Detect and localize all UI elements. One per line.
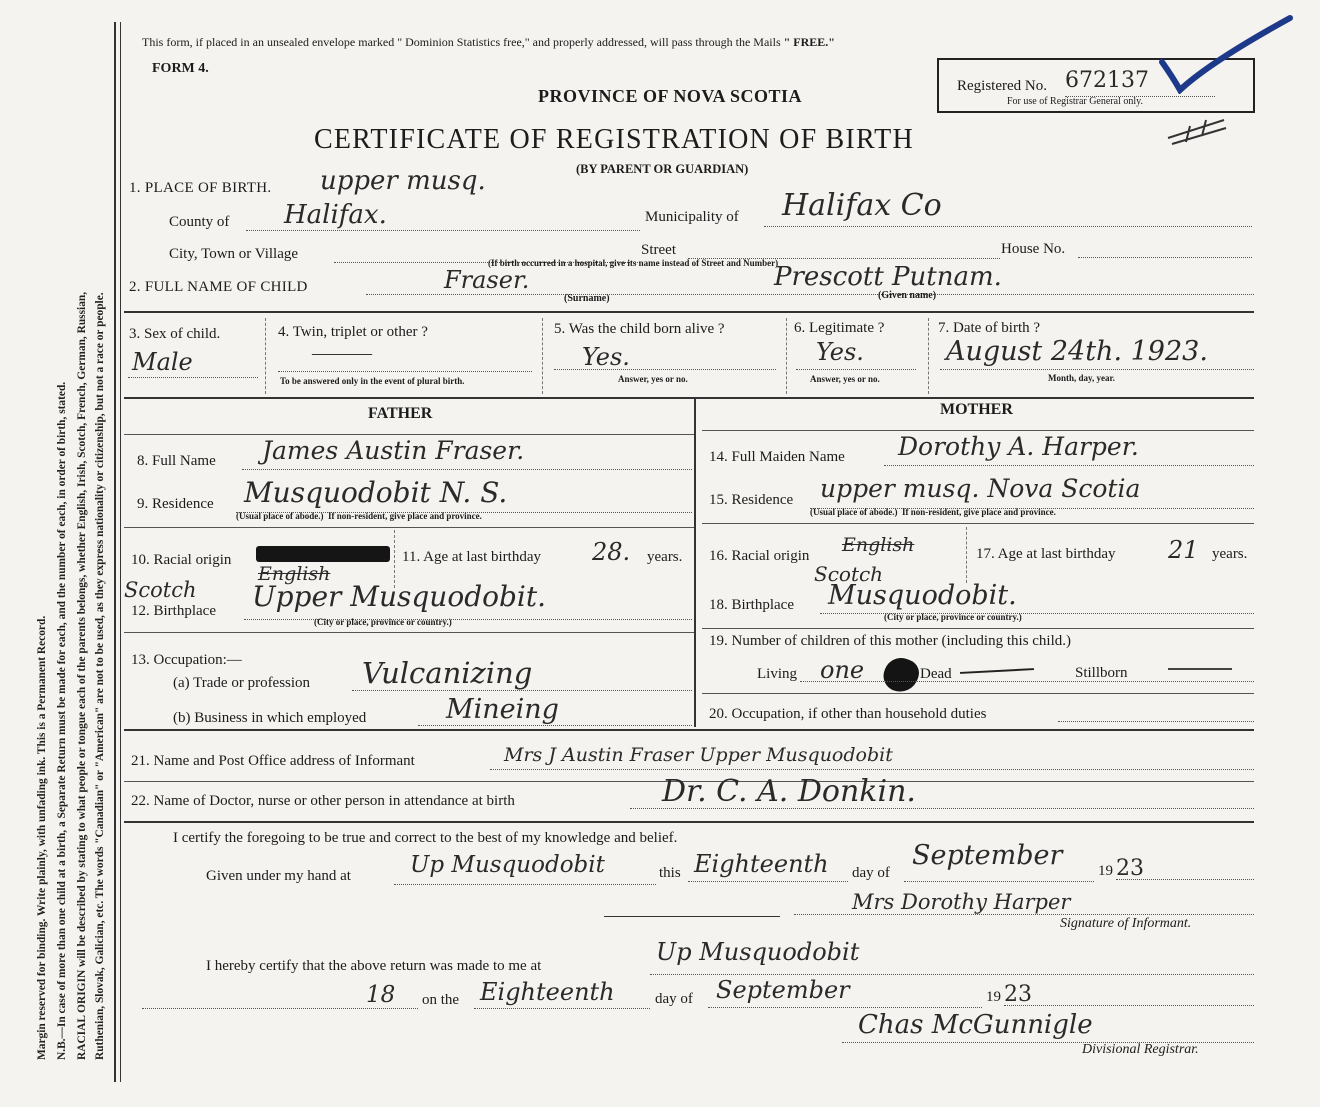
- father-birthplace-note: (City or place, province or country.): [314, 617, 452, 627]
- registrar-month-value: September: [716, 976, 850, 1004]
- place-of-birth-value: upper musq.: [320, 166, 486, 196]
- mother-residence-label: 15. Residence: [709, 492, 794, 508]
- informant-address-label: 21. Name and Post Office address of Informant: [131, 753, 415, 769]
- father-age-years: years.: [647, 549, 683, 565]
- father-age-label: 11. Age at last birthday: [402, 549, 541, 565]
- occupation-label: 13. Occupation:—: [131, 652, 242, 668]
- province-heading: PROVINCE OF NOVA SCOTIA: [538, 86, 803, 106]
- mother-occupation-label: 20. Occupation, if other than household duties: [709, 706, 987, 722]
- surname-caption: (Surname): [564, 293, 610, 304]
- street-label: Street: [641, 242, 676, 258]
- mother-age-value: 21: [1168, 536, 1199, 564]
- given-place-value: Up Musquodobit: [410, 852, 605, 878]
- registrar-place-value: Up Musquodobit: [656, 938, 860, 966]
- house-number-label: House No.: [1001, 241, 1066, 257]
- mother-racial-origin-label: 16. Racial origin: [709, 548, 810, 564]
- registrar-year-value: 23: [1004, 982, 1032, 1007]
- registrar-note: For use of Registrar General only.: [1007, 96, 1143, 107]
- date-of-birth-label: 7. Date of birth ?: [938, 320, 1041, 336]
- father-residence-value: Musquodobit N. S.: [244, 476, 508, 509]
- margin-instruction-4: Ruthenian, Slovak, Galician, etc. The words "Canadian" or "American" are not to be used, as they express nationality or citizenship, but not a race or people.: [94, 292, 106, 1060]
- mother-birthplace-value: Musquodobit.: [828, 580, 1017, 611]
- father-residence-note: (Usual place of abode.) If non-resident, give place and province.: [236, 511, 482, 521]
- given-day-value: Eighteenth: [694, 850, 829, 878]
- registered-number: 672137: [1065, 68, 1149, 93]
- father-heading: FATHER: [368, 405, 433, 422]
- father-birthplace-value: Upper Musquodobit.: [252, 580, 546, 613]
- municipality-label: Municipality of: [645, 209, 739, 225]
- informant-address-value: Mrs J Austin Fraser Upper Musquodobit: [504, 744, 893, 766]
- registrar-day-value: Eighteenth: [480, 978, 615, 1006]
- hospital-note: (If birth occurred in a hospital, give its name instead of Street and Number): [488, 258, 779, 268]
- trade-profession-label: (a) Trade or profession: [173, 675, 311, 691]
- father-racial-origin-label: 10. Racial origin: [131, 552, 232, 568]
- given-name-caption: (Given name): [878, 290, 937, 301]
- registrar-certify-label: I hereby certify that the above return was made to me at: [206, 958, 542, 974]
- twin-triplet-label: 4. Twin, triplet or other ?: [278, 324, 428, 340]
- father-age-value: 28.: [592, 538, 631, 566]
- father-birthplace-label: 12. Birthplace: [131, 603, 216, 619]
- doctor-label: 22. Name of Doctor, nurse or other person in attendance at birth: [131, 793, 515, 809]
- given-month-value: September: [912, 840, 1063, 871]
- given-under-hand-label: Given under my hand at: [206, 868, 351, 884]
- full-name-of-child-label: 2. FULL NAME OF CHILD: [129, 279, 308, 295]
- form-number: FORM 4.: [152, 61, 209, 76]
- father-racial-origin-value: Scotch: [124, 578, 197, 602]
- mother-birthplace-note: (City or place, province or country.): [884, 612, 1022, 622]
- doctor-value: Dr. C. A. Donkin.: [662, 774, 916, 809]
- child-given-name-value: Prescott Putnam.: [774, 262, 1002, 292]
- informant-signature: Mrs Dorothy Harper: [852, 890, 1071, 914]
- certificate-title: CERTIFICATE OF REGISTRATION OF BIRTH: [314, 124, 914, 155]
- born-alive-label: 5. Was the child born alive ?: [554, 321, 725, 337]
- mother-age-years: years.: [1212, 546, 1248, 562]
- registered-number-label: Registered No.: [957, 78, 1047, 94]
- sex-of-child-value: Male: [132, 348, 193, 376]
- column-divider: [694, 399, 696, 727]
- child-surname-value: Fraser.: [444, 266, 530, 294]
- sex-of-child-label: 3. Sex of child.: [129, 326, 221, 342]
- mother-residence-value: upper musq. Nova Scotia: [820, 474, 1141, 503]
- margin-rule-2: [120, 22, 121, 1082]
- mother-residence-note: (Usual place of abode.) If non-resident, give place and province.: [810, 507, 1056, 517]
- given-year-prefix: 19: [1098, 863, 1113, 879]
- father-full-name-value: James Austin Fraser.: [262, 436, 525, 465]
- business-employed-value: Mineing: [446, 694, 559, 725]
- date-of-birth-value: August 24th. 1923.: [946, 336, 1208, 367]
- municipality-value: Halifax Co: [782, 188, 942, 223]
- mother-maiden-name-value: Dorothy A. Harper.: [898, 432, 1139, 461]
- stillborn-label: Stillborn: [1075, 665, 1128, 681]
- this-label: this: [659, 865, 681, 881]
- born-alive-value: Yes.: [582, 343, 630, 371]
- margin-instruction-1: Margin reserved for binding. Write plainly, with unfading ink. This is a Permanent Record.: [36, 615, 48, 1060]
- mother-heading: MOTHER: [940, 401, 1013, 418]
- registrar-day-of-label: day of: [655, 991, 693, 1007]
- mother-maiden-name-label: 14. Full Maiden Name: [709, 449, 845, 465]
- mail-notice: This form, if placed in an unsealed envelope marked " Dominion Statistics free," and properly addressed, will pass through the Mails " FREE.": [142, 35, 835, 49]
- county-label: County of: [169, 214, 230, 230]
- ink-blot: [879, 653, 923, 697]
- father-full-name-label: 8. Full Name: [137, 453, 216, 469]
- plural-birth-note: To be answered only in the event of plural birth.: [280, 376, 465, 386]
- born-alive-note: Answer, yes or no.: [618, 374, 688, 384]
- living-value: one: [820, 656, 865, 684]
- mother-racial-origin-struck: English: [842, 534, 915, 556]
- living-label: Living: [757, 666, 797, 682]
- given-year-value: 23: [1116, 856, 1144, 881]
- certificate-subtitle: (BY PARENT OR GUARDIAN): [576, 162, 749, 176]
- margin-instruction-2: N.B.—In case of more than one child at a birth, a Separate Return must be made for each, and the number of each, in order of birth, stated.: [56, 381, 68, 1060]
- stamp-mark-icon: [1164, 112, 1230, 152]
- city-label: City, Town or Village: [169, 246, 299, 262]
- dead-label: Dead: [920, 666, 952, 682]
- margin-instruction-3: RACIAL ORIGIN will be described by stating to what people or tongue each of the parents belongs, whether English, Irish, Scotch, French, German, Russian,: [76, 291, 88, 1060]
- legitimate-value: Yes.: [816, 338, 864, 366]
- legitimate-note: Answer, yes or no.: [810, 374, 880, 384]
- registrar-signature-caption: Divisional Registrar.: [1082, 1042, 1199, 1057]
- business-employed-label: (b) Business in which employed: [173, 710, 367, 726]
- legitimate-label: 6. Legitimate ?: [794, 320, 885, 336]
- on-the-label: on the: [422, 992, 460, 1008]
- given-day-of-label: day of: [852, 865, 890, 881]
- twin-triplet-value: ———: [312, 342, 372, 364]
- place-of-birth-label: 1. PLACE OF BIRTH.: [129, 180, 272, 196]
- date-of-birth-note: Month, day, year.: [1048, 373, 1115, 383]
- certify-statement: I certify the foregoing to be true and correct to the best of my knowledge and belief.: [173, 830, 678, 846]
- checkmark-icon: [1150, 14, 1300, 94]
- registrar-day-number: 18: [366, 982, 396, 1008]
- county-value: Halifax.: [284, 200, 387, 230]
- redaction-mark: [256, 546, 390, 562]
- mother-age-label: 17. Age at last birthday: [976, 546, 1116, 562]
- father-racial-origin-struck: English: [258, 563, 331, 585]
- registrar-signature: Chas McGunnigle: [858, 1010, 1093, 1040]
- registrar-year-prefix: 19: [986, 989, 1001, 1005]
- informant-signature-caption: Signature of Informant.: [1060, 916, 1192, 931]
- margin-rule-1: [114, 22, 116, 1082]
- father-residence-label: 9. Residence: [137, 496, 214, 512]
- trade-profession-value: Vulcanizing: [362, 656, 533, 690]
- mother-racial-origin-value: Scotch: [814, 562, 884, 586]
- mother-birthplace-label: 18. Birthplace: [709, 597, 794, 613]
- children-count-label: 19. Number of children of this mother (including this child.): [709, 633, 1072, 649]
